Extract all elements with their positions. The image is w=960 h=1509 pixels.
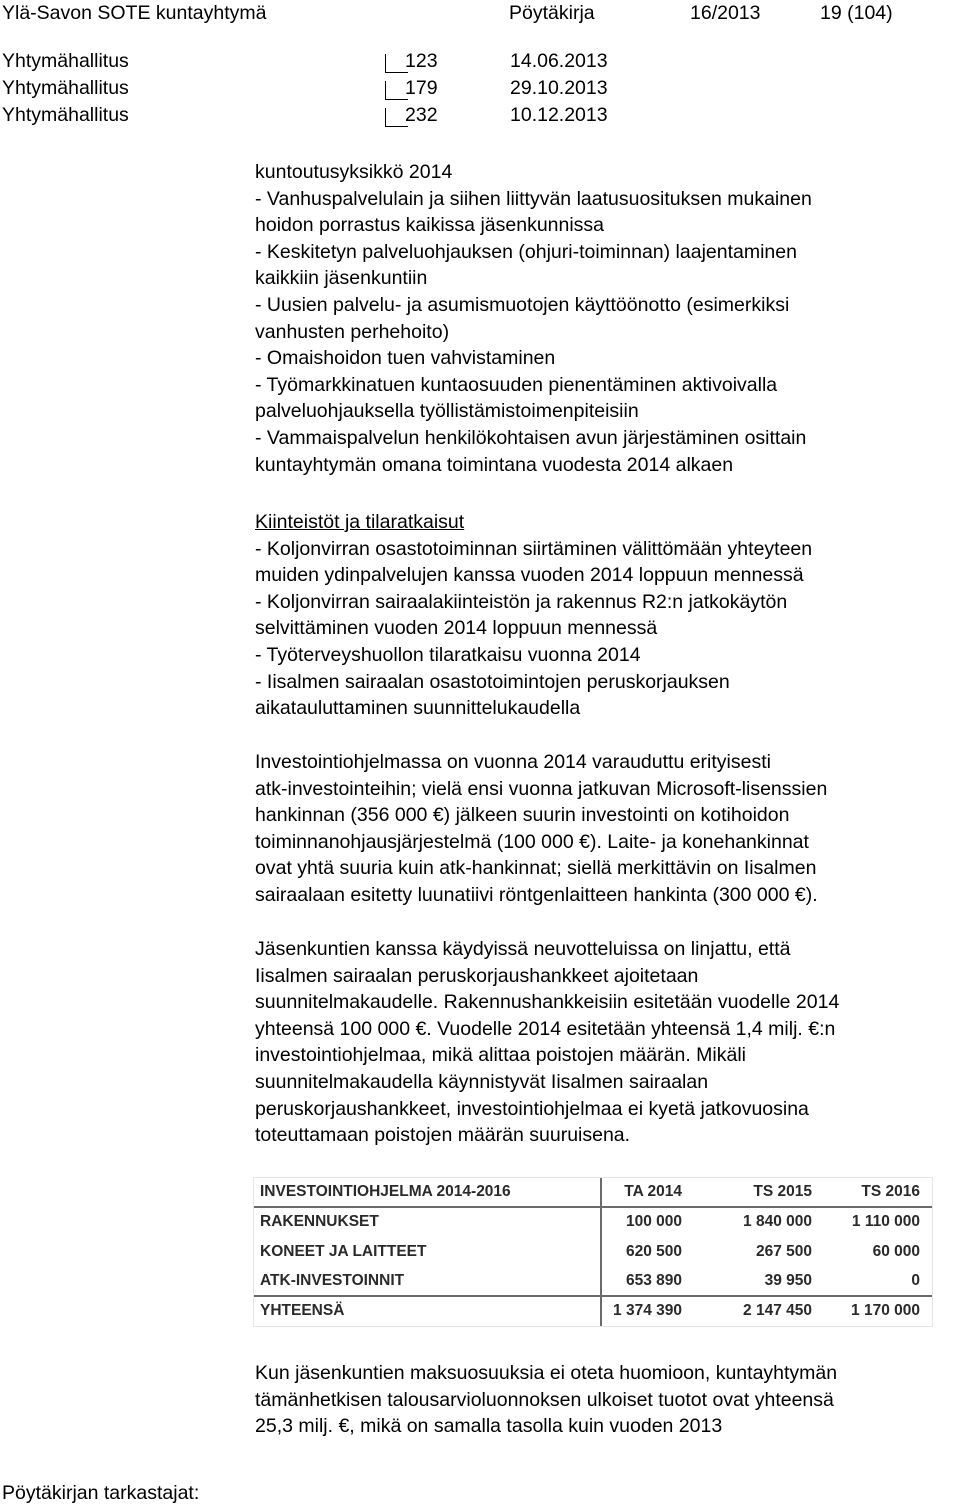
text-line: hoidon porrastus kaikissa jäsenkunnissa <box>255 214 605 237</box>
text-line: Iisalmen sairaalan peruskorjaushankkeet ajoitetaan <box>255 964 699 987</box>
table-cell: 267 500 <box>755 1243 812 1260</box>
text-line: hankinnan (356 000 €) jälkeen suurin investointi on kotihoidon <box>255 804 790 827</box>
table-row <box>254 1238 932 1267</box>
table-cell: 39 950 <box>764 1272 812 1289</box>
table-row <box>254 1208 932 1237</box>
table-cell: 1 374 390 <box>613 1302 682 1319</box>
text-line: vanhusten perhehoito) <box>255 320 450 343</box>
text-line: - Koljonvirran osastotoiminnan siirtäminen välittömään yhteyteen <box>255 537 813 560</box>
table-total-row <box>254 1297 932 1326</box>
table-cell: 620 500 <box>625 1243 682 1260</box>
table-cell: ATK-INVESTOINNIT <box>260 1272 405 1289</box>
table-header: TA 2014 <box>624 1183 682 1200</box>
text-line: Investointiohjelmassa on vuonna 2014 varauduttu erityisesti <box>255 751 771 773</box>
table-rule <box>254 1295 932 1297</box>
text-line: aikatauluttaminen suunnittelukaudella <box>255 697 581 720</box>
text-line: investointiohjelmaa, mikä alittaa poistojen määrän. Mikäli <box>255 1044 746 1067</box>
organization-name: Ylä-Savon SOTE kuntayhtymä <box>2 2 267 24</box>
text-line: - Työterveyshuollon tilaratkaisu vuonna 2014 <box>255 643 641 666</box>
text-line: ovat yhtä suuria kuin atk-hankinnat; siellä merkittävin on Iisalmen <box>255 857 817 880</box>
text-line: kuntoutusyksikkö 2014 <box>255 161 453 183</box>
text-line: suunnitelmakaudelle. Rakennushankkeisiin esitetään vuodelle 2014 <box>255 991 840 1014</box>
table-cell: YHTEENSÄ <box>260 1302 345 1319</box>
text-line: toteuttamaan poistojen määrän suuruisena. <box>255 1124 631 1147</box>
text-line: - Uusien palvelu- ja asumismuotojen käyttöönotto (esimerkiksi <box>255 293 790 316</box>
text-line: yhteensä 100 000 €. Vuodelle 2014 esitetään yhteensä 1,4 milj. €:n <box>255 1017 836 1040</box>
section-number: 123 <box>405 50 438 72</box>
section-heading: Kiinteistöt ja tilaratkaisut <box>255 511 465 533</box>
table-header: TS 2015 <box>753 1183 812 1200</box>
reviewers-label: Pöytäkirjan tarkastajat: <box>2 1482 200 1504</box>
page-number: 19 (104) <box>820 2 893 24</box>
table-cell: 653 890 <box>625 1272 682 1289</box>
table-cell: 1 170 000 <box>851 1302 920 1319</box>
table-header: INVESTOINTIOHJELMA 2014-2016 <box>260 1183 511 1200</box>
investment-paragraph <box>255 749 945 909</box>
text-line: tämänhetkisen talousarvioluonnoksen ulkoiset tuotot ovat yhteensä <box>255 1388 834 1411</box>
meeting-date: 14.06.2013 <box>510 50 608 72</box>
table-header-row <box>254 1178 932 1207</box>
investment-table <box>254 1178 932 1326</box>
text-line: - Työmarkkinatuen kuntaosuuden pienentäminen aktivoivalla <box>255 373 778 396</box>
revenue-paragraph <box>255 1360 945 1440</box>
text-line: - Keskitetyn palveluohjauksen (ohjuri-toiminnan) laajentaminen <box>255 240 797 263</box>
text-line: toiminnanohjausjärjestelmä (100 000 €). Laite- ja konehankinnat <box>255 830 809 853</box>
table-cell: 60 000 <box>872 1243 920 1260</box>
meeting-body: Yhtymähallitus <box>2 104 129 126</box>
table-cell: 2 147 450 <box>743 1302 812 1319</box>
text-line: suunnitelmakaudella käynnistyvät Iisalmen sairaalan <box>255 1070 709 1093</box>
text-line: selvittäminen vuoden 2014 loppuun mennessä <box>255 617 658 640</box>
table-cell: 1 110 000 <box>851 1213 920 1230</box>
text-line: - Vammaispalvelun henkilökohtaisen avun järjestäminen osittain <box>255 426 807 449</box>
text-line: muiden ydinpalvelujen kanssa vuoden 2014 loppuun mennessä <box>255 564 804 587</box>
section-number: 232 <box>405 104 438 126</box>
action-list <box>255 159 945 478</box>
meeting-date: 10.12.2013 <box>510 104 608 126</box>
protocol-number: 16/2013 <box>690 2 761 24</box>
text-line: kuntayhtymän omana toimintana vuodesta 2014 alkaen <box>255 453 734 476</box>
text-line: Jäsenkuntien kanssa käydyissä neuvotteluissa on linjattu, että <box>255 938 791 960</box>
meeting-date: 29.10.2013 <box>510 77 608 99</box>
text-line: - Koljonvirran sairaalakiinteistön ja rakennus R2:n jatkokäytön <box>255 590 788 613</box>
table-rule <box>254 1206 932 1208</box>
table-cell: RAKENNUKSET <box>260 1213 379 1230</box>
table-row <box>254 1267 932 1296</box>
meeting-body: Yhtymähallitus <box>2 50 129 72</box>
table-cell: 100 000 <box>625 1213 682 1230</box>
negotiations-paragraph <box>255 936 945 1149</box>
text-line: kaikkiin jäsenkuntiin <box>255 267 428 290</box>
document-type: Pöytäkirja <box>509 2 595 24</box>
text-line: peruskorjaushankkeet, investointiohjelmaa ei kyetä jatkovuosina <box>255 1097 809 1120</box>
text-line: 25,3 milj. €, mikä on samalla tasolla kuin vuoden 2013 <box>255 1415 723 1438</box>
text-line: palveluohjauksella työllistämistoimenpiteisiin <box>255 400 639 423</box>
table-header: TS 2016 <box>861 1183 920 1200</box>
meeting-body: Yhtymähallitus <box>2 77 129 99</box>
text-line: - Omaishoidon tuen vahvistaminen <box>255 347 556 370</box>
table-cell: KONEET JA LAITTEET <box>260 1243 427 1260</box>
text-line: Kun jäsenkuntien maksuosuuksia ei oteta huomioon, kuntayhtymän <box>255 1362 838 1384</box>
table-cell: 1 840 000 <box>743 1213 812 1230</box>
text-line: sairaalaan esitetty luunatiivi röntgenlaitteen hankinta (300 000 €). <box>255 883 818 906</box>
table-cell: 0 <box>911 1272 920 1289</box>
text-line: atk-investointeihin; vielä ensi vuonna jatkuvan Microsoft-lisenssien <box>255 777 828 800</box>
properties-section <box>255 509 945 722</box>
section-number: 179 <box>405 77 438 99</box>
text-line: - Vanhuspalvelulain ja siihen liittyvän laatusuosituksen mukainen <box>255 187 812 210</box>
text-line: - Iisalmen sairaalan osastotoimintojen peruskorjauksen <box>255 670 730 693</box>
table-column-rule <box>600 1178 602 1326</box>
